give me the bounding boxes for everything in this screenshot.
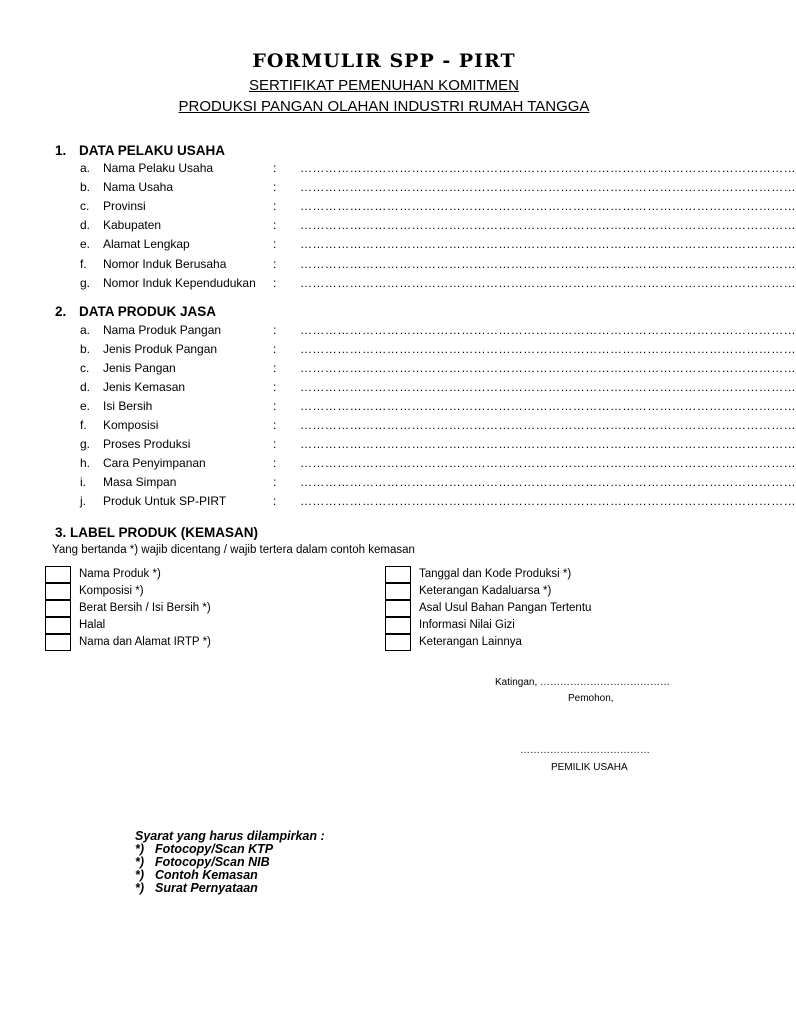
field-letter: c. [80,199,90,213]
checklist-label: Keterangan Lainnya [419,636,522,648]
field-nomor-induk-kependudukan[interactable] [0,276,796,295]
section-2-number: 2. [55,304,67,319]
field-label: Jenis Produk Pangan [103,342,218,356]
field-label: Produk Untuk SP-PIRT [103,494,227,508]
field-label: Nama Usaha [103,180,174,194]
checklist-label: Halal [79,619,106,631]
field-colon: : [273,361,277,375]
field-komposisi[interactable] [0,418,796,437]
checkbox[interactable] [45,600,71,617]
fill-line[interactable]: ………………………………………………………………………………………………………… [300,342,796,356]
requirement-item [135,882,258,895]
requirement-mark: *) [135,868,145,882]
checklist-label: Nama Produk *) [79,568,161,580]
field-colon: : [273,323,277,337]
field-label: Masa Simpan [103,475,177,489]
field-nomor-induk-berusaha[interactable] [0,257,796,276]
field-provinsi[interactable] [0,199,796,218]
fill-line[interactable]: ………………………………………………………………………………………………………… [300,180,796,194]
checkbox[interactable] [45,566,71,583]
fill-line[interactable]: ………………………………………………………………………………………………………… [300,361,796,375]
requirement-text: Contoh Kemasan [155,868,258,882]
fill-line[interactable]: ………………………………………………………………………………………………………… [300,456,796,470]
field-colon: : [273,418,277,432]
field-colon: : [273,180,277,194]
requirements-heading: Syarat yang harus dilampirkan : [135,829,325,843]
field-nama-usaha[interactable] [0,180,796,199]
field-letter: c. [80,361,90,375]
field-label: Komposisi [103,418,159,432]
field-label: Proses Produksi [103,437,191,451]
field-letter: e. [80,237,91,251]
fill-line[interactable]: ………………………………………………………………………………………………………… [300,437,796,451]
field-letter: j. [80,494,86,508]
requirement-text: Fotocopy/Scan KTP [155,842,274,856]
field-letter: f. [80,418,87,432]
field-colon: : [273,494,277,508]
field-label: Nomor Induk Kependudukan [103,276,256,290]
section-3-note: Yang bertanda *) wajib dicentang / wajib tertera dalam contoh kemasan [52,544,415,556]
fill-line[interactable]: ………………………………………………………………………………………………………… [300,399,796,413]
checkbox[interactable] [385,583,411,600]
field-label: Alamat Lengkap [103,237,190,251]
section-1-heading [55,143,225,158]
field-colon: : [273,218,277,232]
field-label: Nomor Induk Berusaha [103,257,227,271]
field-colon: : [273,399,277,413]
fill-line[interactable]: ………………………………………………………………………………………………………… [300,218,796,232]
requirement-mark: *) [135,881,145,895]
field-letter: d. [80,380,91,394]
form-subtitle-1: SERTIFIKAT PEMENUHAN KOMITMEN [248,77,520,94]
field-colon: : [273,437,277,451]
field-colon: : [273,456,277,470]
field-nama-produk-pangan[interactable] [0,323,796,342]
field-letter: g. [80,437,91,451]
field-colon: : [273,380,277,394]
checkbox[interactable] [45,583,71,600]
checklist-label: Informasi Nilai Gizi [419,619,515,631]
fill-line[interactable]: ………………………………………………………………………………………………………… [300,323,796,337]
fill-line[interactable]: ………………………………………………………………………………………………………… [300,380,796,394]
signature-line[interactable]: ………………………………… [520,745,650,756]
field-jenis-kemasan[interactable] [0,380,796,399]
field-masa-simpan[interactable] [0,475,796,494]
field-nama-pelaku-usaha[interactable] [0,161,796,180]
checkbox[interactable] [385,566,411,583]
fill-line[interactable]: ………………………………………………………………………………………………………… [300,418,796,432]
field-colon: : [273,276,277,290]
field-label: Kabupaten [103,218,162,232]
requirement-mark: *) [135,842,145,856]
field-letter: h. [80,456,91,470]
field-label: Provinsi [103,199,146,213]
requirement-mark: *) [135,855,145,869]
field-colon: : [273,199,277,213]
field-letter: a. [80,323,91,337]
field-label: Cara Penyimpanan [103,456,206,470]
checkbox[interactable] [385,600,411,617]
field-letter: b. [80,180,91,194]
section-2-title: DATA PRODUK JASA [79,304,217,319]
fill-line[interactable]: ………………………………………………………………………………………………………… [300,257,796,271]
fill-line[interactable]: ………………………………………………………………………………………………………… [300,199,796,213]
fill-line[interactable]: ………………………………………………………………………………………………………… [300,494,796,508]
requirement-text: Fotocopy/Scan NIB [155,855,270,869]
checklist-label: Komposisi *) [79,585,144,597]
place-date-line[interactable]: Katingan, ………………………………… [495,677,671,688]
field-letter: i. [80,475,86,489]
checklist-label: Keterangan Kadaluarsa *) [419,585,552,597]
field-letter: b. [80,342,91,356]
checklist-label: Nama dan Alamat IRTP *) [79,636,211,648]
section-1-number: 1. [55,143,67,158]
field-kabupaten[interactable] [0,218,796,237]
field-colon: : [273,257,277,271]
field-colon: : [273,161,277,175]
field-jenis-produk-pangan[interactable] [0,342,796,361]
checkbox[interactable] [45,634,71,651]
field-cara-penyimpanan[interactable] [0,456,796,475]
field-colon: : [273,237,277,251]
fill-line[interactable]: ………………………………………………………………………………………………………… [300,161,796,175]
fill-line[interactable]: ………………………………………………………………………………………………………… [300,475,796,489]
section-1-title: DATA PELAKU USAHA [79,143,225,158]
section-3-heading: 3. LABEL PRODUK (KEMASAN) [55,525,259,540]
field-produk-untuk-sp-pirt[interactable] [0,494,796,513]
field-colon: : [273,342,277,356]
field-label: Nama Pelaku Usaha [103,161,214,175]
checkbox[interactable] [385,617,411,634]
form-subtitle-2: PRODUKSI PANGAN OLAHAN INDUSTRI RUMAH TANGGA [178,98,590,115]
field-label: Jenis Pangan [103,361,176,375]
applicant-label: Pemohon, [568,693,614,704]
field-alamat-lengkap[interactable] [0,237,796,256]
field-letter: g. [80,276,91,290]
field-proses-produksi[interactable] [0,437,796,456]
fill-line[interactable]: ………………………………………………………………………………………………………… [300,276,796,290]
checklist-label: Asal Usul Bahan Pangan Tertentu [419,602,592,614]
checkbox[interactable] [385,634,411,651]
requirement-text: Surat Pernyataan [155,881,258,895]
field-colon: : [273,475,277,489]
fill-line[interactable]: ………………………………………………………………………………………………………… [300,237,796,251]
field-label: Jenis Kemasan [103,380,186,394]
field-letter: e. [80,399,91,413]
field-label: Nama Produk Pangan [103,323,222,337]
field-label: Isi Bersih [103,399,153,413]
checklist-label: Tanggal dan Kode Produksi *) [419,568,572,580]
field-isi-bersih[interactable] [0,399,796,418]
form-title: FORMULIR SPP - PIRT [252,50,516,72]
checklist-label: Berat Bersih / Isi Bersih *) [79,602,211,614]
section-2-heading [55,304,216,319]
owner-label: PEMILIK USAHA [551,762,628,773]
field-letter: a. [80,161,91,175]
field-jenis-pangan[interactable] [0,361,796,380]
checkbox[interactable] [45,617,71,634]
field-letter: d. [80,218,91,232]
field-letter: f. [80,257,87,271]
